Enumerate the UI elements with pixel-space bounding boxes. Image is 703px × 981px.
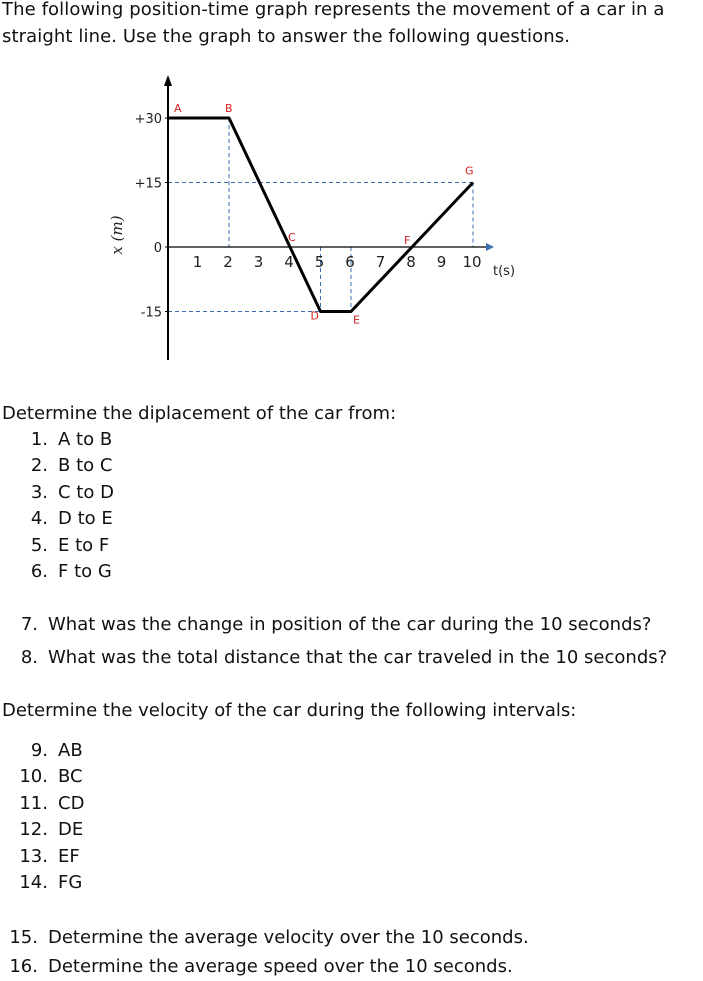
x-tick-label: 5 (314, 253, 325, 271)
point-labels (174, 102, 474, 327)
item-number: 15. (9, 927, 38, 948)
list-item (12, 870, 84, 896)
item-number: 2. (30, 455, 48, 477)
y-tick-label: 0 (153, 241, 162, 256)
point-label: B (225, 102, 233, 115)
list-item (24, 453, 114, 479)
item-number: 3. (30, 481, 48, 503)
list-item (12, 791, 84, 817)
x-axis-arrow (486, 243, 494, 251)
list-item (24, 559, 114, 585)
list-item (24, 480, 114, 506)
item-text: A to B (58, 429, 113, 450)
item-number: 11. (19, 792, 48, 814)
item-text: CD (58, 792, 85, 814)
list-item (2, 923, 529, 952)
x-tick-label: 2 (223, 253, 233, 271)
item-number: 1. (30, 429, 48, 450)
item-text: B to C (58, 455, 113, 477)
questions-list-b (2, 923, 529, 981)
item-number: 8. (20, 647, 38, 668)
list-item (12, 844, 84, 870)
intro-text: The following position-time graph represents the movement of a car in a straight line. Use the graph to answer the following questions. (2, 0, 665, 47)
list-item (12, 738, 84, 764)
item-number: 4. (30, 508, 48, 530)
item-text: F to G (58, 560, 112, 582)
x-tick-label: 8 (406, 253, 416, 271)
y-tick-label: +30 (134, 112, 162, 127)
list-item (12, 641, 667, 674)
x-tick-label: 9 (436, 253, 447, 271)
item-number: 14. (19, 871, 48, 893)
x-tick-label: 7 (375, 253, 386, 271)
list-item (12, 817, 84, 843)
tick-labels (135, 112, 482, 321)
displacement-heading: Determine the diplacement of the car from: (2, 403, 397, 424)
point-label: A (174, 102, 182, 115)
item-number: 10. (19, 766, 48, 788)
point-label: F (404, 234, 411, 247)
list-item (12, 608, 667, 641)
item-text: Determine the average velocity over the 10 seconds. (48, 927, 529, 948)
x-tick-label: 3 (253, 253, 264, 271)
point-label: E (353, 313, 360, 327)
item-text: BC (58, 766, 83, 788)
x-axis-label: t(s) (493, 264, 516, 279)
item-text: EF (58, 845, 80, 867)
position-time-graph (100, 70, 540, 370)
item-number: 16. (9, 956, 38, 977)
item-text: What was the total distance that the car traveled in the 10 seconds? (48, 647, 668, 668)
x-tick-label: 6 (345, 253, 355, 271)
x-tick-label: 1 (192, 253, 203, 271)
list-item (24, 427, 114, 453)
item-number: 6. (30, 560, 48, 582)
guide-lines (168, 118, 473, 312)
item-text: AB (58, 740, 83, 761)
x-tick-label: 4 (284, 253, 294, 271)
point-label: G (465, 164, 474, 178)
point-label: D (310, 309, 319, 323)
item-text: E to F (58, 534, 110, 556)
x-tick-label: 10 (462, 253, 482, 271)
y-tick-label: +15 (134, 176, 162, 192)
displacement-list (24, 427, 114, 585)
list-item (12, 764, 84, 790)
item-number: 5. (30, 534, 48, 556)
y-axis-label: x (m) (108, 215, 126, 255)
item-text: Determine the average speed over the 10 seconds. (48, 956, 513, 977)
point-label: C (288, 231, 296, 244)
list-item (24, 533, 114, 559)
velocity-heading: Determine the velocity of the car during the following intervals: (2, 700, 577, 721)
item-text: DE (58, 819, 84, 841)
velocity-list (12, 738, 84, 896)
item-text: FG (58, 871, 83, 893)
item-number: 12. (19, 819, 48, 841)
item-text: What was the change in position of the car during the 10 seconds? (48, 614, 652, 635)
list-item (24, 506, 114, 532)
y-axis-arrow (164, 75, 172, 86)
item-number: 9. (30, 740, 48, 761)
item-number: 13. (19, 845, 48, 867)
questions-list-a (12, 608, 667, 674)
item-text: C to D (58, 481, 114, 503)
item-number: 7. (20, 614, 38, 635)
item-text: D to E (58, 508, 113, 530)
y-tick-label: -15 (140, 305, 162, 321)
